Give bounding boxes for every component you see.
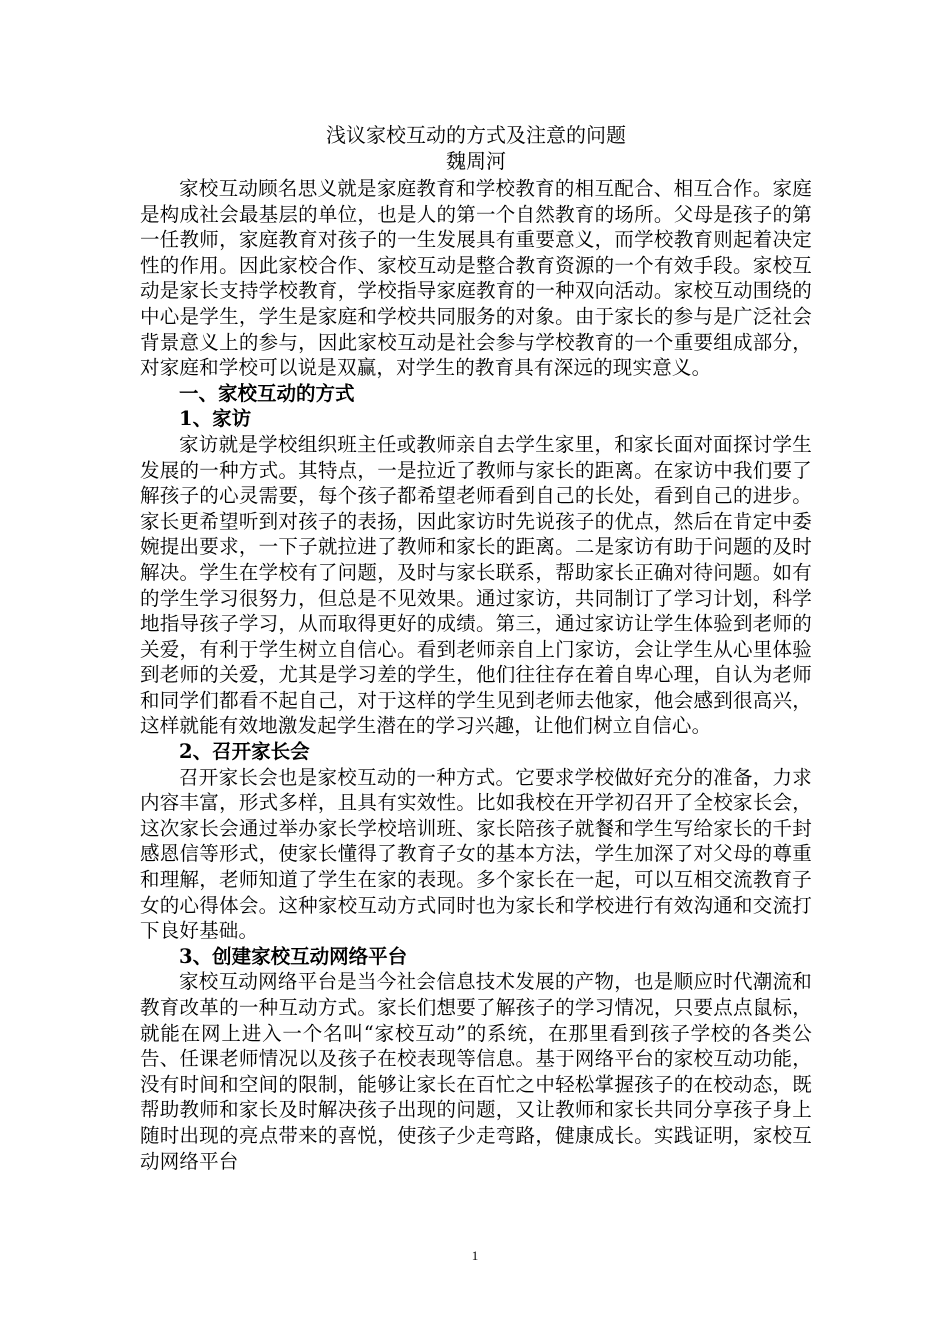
page-title: 浅议家校互动的方式及注意的问题	[326, 123, 626, 147]
subheading-network-platform: 3、创建家校互动网络平台	[179, 944, 408, 968]
paragraph-intro: 家校互动顾名思义就是家庭教育和学校教育的相互配合、相互合作。家庭是构成社会最基层的单位，也是人的第一个自然教育的场所。父母是孩子的第一任教师，家庭教育对孩子的一生发展具有重要意义，而学校教育则起着决定性的作用。因此家校合作、家校互动是整合教育资源的一个有效手段。家校互动是家长支持学校教育，学校指导家庭教育的一种双向活动。家校互动围绕的中心是学生，学生是家庭和学校共同服务的对象。由于家长的参与是广泛社会背景意义上的参与，因此家校互动是社会参与学校教育的一个重要组成部分，对家庭和学校可以说是双赢，对学生的教育具有深远的现实意义。	[140, 177, 812, 380]
document-page	[140, 122, 812, 1174]
page-number: 1	[471, 1248, 479, 1263]
paragraph-network-platform: 家校互动网络平台是当今社会信息技术发展的产物，也是顺应时代潮流和教育改革的一种互动方式。家长们想要了解孩子的学习情况，只要点点鼠标，就能在网上进入一个名叫“家校互动”的系统，在那里看到孩子学校的各类公告、任课老师情况以及孩子在校表现等信息。基于网络平台的家校互动功能，没有时间和空间的限制，能够让家长在百忙之中轻松掌握孩子的在校动态，既帮助教师和家长及时解决孩子出现的问题，又让教师和家长共同分享孩子身上随时出现的亮点带来的喜悦，使孩子少走弯路，健康成长。实践证明，家校互动网络平台	[140, 970, 812, 1173]
subheading-parent-meeting: 2、召开家长会	[179, 740, 310, 764]
paragraph-parent-meeting: 召开家长会也是家校互动的一种方式。它要求学校做好充分的准备，力求内容丰富，形式多样，且具有实效性。比如我校在开学初召开了全校家长会，这次家长会通过举办家长学校培训班、家长陪孩子就餐和学生写给家长的千封感恩信等形式，使家长懂得了教育子女的基本方法，学生加深了对父母的尊重和理解，老师知道了学生在家的表现。多个家长在一起，可以互相交流教育子女的心得体会。这种家校互动方式同时也为家长和学校进行有效沟通和交流打下良好基础。	[140, 765, 812, 943]
author-name: 魏周河	[446, 149, 506, 173]
paragraph-home-visit: 家访就是学校组织班主任或教师亲自去学生家里，和家长面对面探讨学生发展的一种方式。其特点，一是拉近了教师与家长的距离。在家访中我们要了解孩子的心灵需要，每个孩子都希望老师看到自己的长处，看到自己的进步。家长更希望听到对孩子的表扬，因此家访时先说孩子的优点，然后在肯定中委婉提出要求，一下子就拉进了教师和家长的距离。二是家访有助于问题的及时解决。学生在学校有了问题，及时与家长联系，帮助家长正确对待问题。如有的学生学习很努力，但总是不见效果。通过家访，共同制订了学习计划，科学地指导孩子学习，从而取得更好的成绩。第三，通过家访让学生体验到老师的关爱，有利于学生树立自信心。看到老师亲自上门家访，会让学生从心里体验到老师的关爱，尤其是学习差的学生，他们往往存在着自卑心理，自认为老师和同学们都看不起自己，对于这样的学生见到老师去他家，他会感到很高兴，这样就能有效地激发起学生潜在的学习兴趣，让他们树立自信心。	[140, 432, 812, 738]
subheading-home-visit: 1、家访	[179, 407, 252, 431]
section-heading-methods: 一、家校互动的方式	[179, 381, 355, 405]
